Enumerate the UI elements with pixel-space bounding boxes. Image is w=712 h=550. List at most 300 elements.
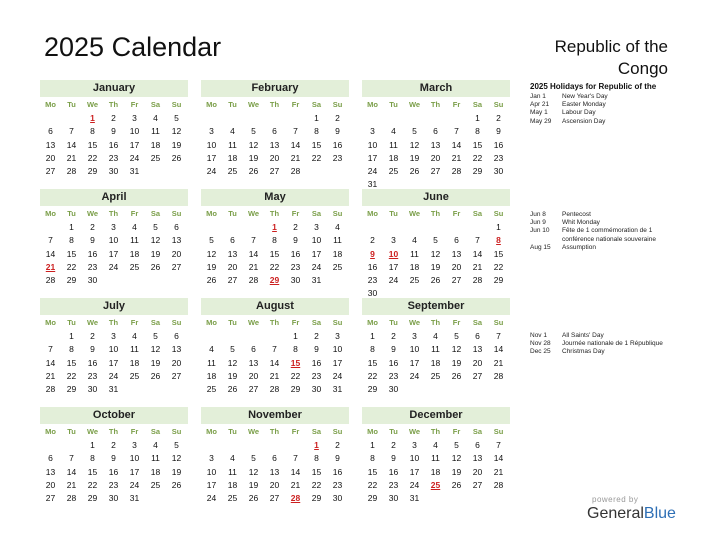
calendar-day[interactable]: 6 xyxy=(174,222,179,232)
calendar-day[interactable]: 29 xyxy=(66,275,77,286)
calendar-day[interactable]: 19 xyxy=(409,152,420,163)
calendar-day[interactable]: 24 xyxy=(129,479,140,490)
calendar-day[interactable]: 4 xyxy=(230,453,235,464)
calendar-day[interactable]: 13 xyxy=(227,248,238,259)
calendar-day[interactable]: 2 xyxy=(391,331,396,341)
calendar-day[interactable]: 29 xyxy=(493,275,504,286)
calendar-day[interactable]: 4 xyxy=(391,126,396,137)
calendar-day[interactable]: 16 xyxy=(290,248,301,259)
calendar-day[interactable]: 30 xyxy=(388,493,399,504)
calendar-day[interactable]: 17 xyxy=(108,357,119,368)
calendar-day[interactable]: 26 xyxy=(248,166,259,177)
calendar-day[interactable]: 22 xyxy=(472,152,483,163)
calendar-day[interactable]: 8 xyxy=(370,453,375,464)
calendar-day[interactable]: 26 xyxy=(451,370,462,381)
calendar-day[interactable]: 8 xyxy=(90,453,95,464)
calendar-day[interactable]: 17 xyxy=(388,261,399,272)
calendar-day[interactable]: 18 xyxy=(206,370,217,381)
calendar-day[interactable]: 10 xyxy=(409,344,420,355)
calendar-day[interactable]: 20 xyxy=(430,152,441,163)
calendar-day[interactable]: 23 xyxy=(332,479,343,490)
calendar-day[interactable]: 17 xyxy=(409,466,420,477)
calendar-day[interactable]: 22 xyxy=(311,479,322,490)
calendar-day[interactable]: 16 xyxy=(332,466,343,477)
calendar-day[interactable]: 24 xyxy=(108,370,119,381)
calendar-day[interactable]: 26 xyxy=(227,384,238,395)
calendar-day[interactable]: 28 xyxy=(45,384,56,395)
calendar-day[interactable]: 30 xyxy=(108,493,119,504)
calendar-day[interactable]: 27 xyxy=(248,384,259,395)
calendar-day[interactable]: 13 xyxy=(269,466,280,477)
calendar-day[interactable]: 28 xyxy=(472,275,483,286)
calendar-day[interactable]: 13 xyxy=(451,248,462,259)
calendar-day[interactable]: 10 xyxy=(206,466,217,477)
calendar-day[interactable]: 9 xyxy=(90,235,95,246)
calendar-day[interactable]: 20 xyxy=(269,152,280,163)
calendar-day[interactable]: 7 xyxy=(48,344,53,355)
calendar-day[interactable]: 19 xyxy=(451,466,462,477)
calendar-day[interactable]: 22 xyxy=(269,261,280,272)
calendar-day[interactable]: 26 xyxy=(451,479,462,490)
calendar-day[interactable]: 23 xyxy=(388,479,399,490)
calendar-day[interactable]: 11 xyxy=(389,139,398,150)
calendar-day[interactable]: 27 xyxy=(171,261,182,272)
calendar-day[interactable]: 15 xyxy=(311,139,322,150)
calendar-day[interactable]: 20 xyxy=(227,261,238,272)
calendar-day[interactable]: 12 xyxy=(248,466,259,477)
calendar-day[interactable]: 27 xyxy=(45,493,56,504)
calendar-day[interactable]: 31 xyxy=(129,493,140,504)
calendar-day[interactable]: 12 xyxy=(227,357,238,368)
calendar-day[interactable]: 10 xyxy=(332,344,343,355)
calendar-day[interactable]: 26 xyxy=(150,261,161,272)
calendar-day[interactable]: 5 xyxy=(412,126,417,137)
calendar-day[interactable]: 5 xyxy=(230,344,235,355)
calendar-day[interactable]: 9 xyxy=(314,344,319,355)
calendar-day[interactable]: 30 xyxy=(108,166,119,177)
calendar-day[interactable]: 29 xyxy=(87,166,98,177)
calendar-day[interactable]: 20 xyxy=(472,466,483,477)
calendar-day[interactable]: 18 xyxy=(430,357,441,368)
calendar-day[interactable]: 17 xyxy=(409,357,420,368)
calendar-day[interactable]: 24 xyxy=(206,166,217,177)
calendar-day[interactable]: 24 xyxy=(409,370,420,381)
calendar-day[interactable]: 20 xyxy=(45,479,56,490)
calendar-day[interactable]: 16 xyxy=(108,139,119,150)
calendar-day[interactable]: 29 xyxy=(66,384,77,395)
calendar-day[interactable]: 27 xyxy=(269,493,280,504)
calendar-day[interactable]: 6 xyxy=(475,440,480,450)
calendar-day[interactable]: 15 xyxy=(367,466,378,477)
calendar-day[interactable]: 18 xyxy=(430,466,441,477)
calendar-day[interactable]: 22 xyxy=(367,370,378,381)
calendar-day[interactable]: 15 xyxy=(66,357,77,368)
calendar-day[interactable]: 6 xyxy=(272,453,277,464)
calendar-day[interactable]: 6 xyxy=(174,331,179,341)
calendar-day[interactable]: 7 xyxy=(496,331,501,341)
calendar-day[interactable]: 29 xyxy=(311,493,322,504)
calendar-day[interactable]: 1 xyxy=(370,440,375,450)
calendar-day[interactable]: 28 xyxy=(269,384,280,395)
calendar-day[interactable]: 18 xyxy=(227,152,238,163)
calendar-day[interactable]: 3 xyxy=(314,222,319,232)
calendar-day[interactable]: 8 xyxy=(475,126,480,137)
calendar-day[interactable]: 4 xyxy=(132,222,137,232)
calendar-day[interactable]: 17 xyxy=(108,248,119,259)
calendar-day[interactable]: 11 xyxy=(333,235,342,246)
calendar-day[interactable]: 30 xyxy=(493,166,504,177)
calendar-day[interactable]: 7 xyxy=(272,344,277,355)
calendar-day[interactable]: 7 xyxy=(454,126,459,137)
calendar-day[interactable]: 11 xyxy=(431,453,440,464)
calendar-day[interactable]: 12 xyxy=(150,344,161,355)
calendar-day[interactable]: 17 xyxy=(206,479,217,490)
calendar-day[interactable]: 2 xyxy=(391,440,396,450)
calendar-day[interactable]: 1 xyxy=(90,440,95,450)
calendar-day[interactable]: 24 xyxy=(108,261,119,272)
calendar-day[interactable]: 18 xyxy=(129,248,140,259)
calendar-day[interactable]: 2 xyxy=(314,331,319,341)
calendar-day[interactable]: 25 xyxy=(332,261,343,272)
calendar-day[interactable]: 31 xyxy=(311,275,322,286)
calendar-day[interactable]: 7 xyxy=(293,126,298,137)
calendar-day[interactable]: 19 xyxy=(150,357,161,368)
calendar-day[interactable]: 8 xyxy=(314,126,319,137)
calendar-day[interactable]: 19 xyxy=(171,139,182,150)
calendar-day[interactable]: 23 xyxy=(87,261,98,272)
holiday-date[interactable]: 15 xyxy=(290,357,301,368)
calendar-day[interactable]: 2 xyxy=(90,222,95,232)
calendar-day[interactable]: 10 xyxy=(206,139,217,150)
calendar-day[interactable]: 24 xyxy=(367,166,378,177)
calendar-day[interactable]: 27 xyxy=(45,166,56,177)
calendar-day[interactable]: 1 xyxy=(69,331,74,341)
calendar-day[interactable]: 9 xyxy=(335,453,340,464)
calendar-day[interactable]: 4 xyxy=(433,331,438,341)
calendar-day[interactable]: 3 xyxy=(412,440,417,450)
calendar-day[interactable]: 30 xyxy=(332,493,343,504)
calendar-day[interactable]: 14 xyxy=(451,139,462,150)
calendar-day[interactable]: 9 xyxy=(293,235,298,246)
calendar-day[interactable]: 6 xyxy=(48,453,53,464)
calendar-day[interactable]: 15 xyxy=(66,248,77,259)
calendar-day[interactable]: 5 xyxy=(174,113,179,123)
calendar-day[interactable]: 13 xyxy=(472,453,483,464)
calendar-day[interactable]: 25 xyxy=(150,152,161,163)
calendar-day[interactable]: 11 xyxy=(228,139,237,150)
calendar-day[interactable]: 21 xyxy=(493,357,504,368)
calendar-day[interactable]: 19 xyxy=(150,248,161,259)
calendar-day[interactable]: 23 xyxy=(87,370,98,381)
calendar-day[interactable]: 8 xyxy=(69,344,74,355)
calendar-day[interactable]: 21 xyxy=(493,466,504,477)
calendar-day[interactable]: 16 xyxy=(388,357,399,368)
calendar-day[interactable]: 3 xyxy=(370,126,375,137)
calendar-day[interactable]: 29 xyxy=(367,493,378,504)
calendar-day[interactable]: 14 xyxy=(45,248,56,259)
calendar-day[interactable]: 25 xyxy=(206,384,217,395)
calendar-day[interactable]: 3 xyxy=(132,113,137,123)
calendar-day[interactable]: 9 xyxy=(391,344,396,355)
calendar-day[interactable]: 17 xyxy=(311,248,322,259)
calendar-day[interactable]: 30 xyxy=(311,384,322,395)
calendar-day[interactable]: 6 xyxy=(454,235,459,246)
calendar-day[interactable]: 26 xyxy=(171,152,182,163)
calendar-day[interactable]: 25 xyxy=(388,166,399,177)
calendar-day[interactable]: 20 xyxy=(269,479,280,490)
calendar-day[interactable]: 2 xyxy=(335,440,340,450)
calendar-day[interactable]: 21 xyxy=(290,152,301,163)
calendar-day[interactable]: 6 xyxy=(251,344,256,355)
calendar-day[interactable]: 21 xyxy=(290,479,301,490)
calendar-day[interactable]: 4 xyxy=(335,222,340,232)
calendar-day[interactable]: 3 xyxy=(391,235,396,246)
calendar-day[interactable]: 7 xyxy=(251,235,256,246)
holiday-date[interactable]: 25 xyxy=(430,479,441,490)
calendar-day[interactable]: 25 xyxy=(430,370,441,381)
calendar-day[interactable]: 13 xyxy=(45,466,56,477)
calendar-day[interactable]: 11 xyxy=(431,344,440,355)
calendar-day[interactable]: 8 xyxy=(272,235,277,246)
calendar-day[interactable]: 24 xyxy=(129,152,140,163)
calendar-day[interactable]: 21 xyxy=(472,261,483,272)
calendar-day[interactable]: 23 xyxy=(108,479,119,490)
calendar-day[interactable]: 28 xyxy=(248,275,259,286)
calendar-day[interactable]: 4 xyxy=(153,440,158,450)
holiday-date[interactable]: 9 xyxy=(370,248,375,259)
calendar-day[interactable]: 31 xyxy=(367,179,378,190)
calendar-day[interactable]: 7 xyxy=(69,453,74,464)
calendar-day[interactable]: 11 xyxy=(151,126,160,137)
calendar-day[interactable]: 11 xyxy=(410,248,419,259)
calendar-day[interactable]: 28 xyxy=(493,370,504,381)
calendar-day[interactable]: 28 xyxy=(45,275,56,286)
calendar-day[interactable]: 13 xyxy=(171,235,182,246)
calendar-day[interactable]: 27 xyxy=(430,166,441,177)
calendar-day[interactable]: 5 xyxy=(454,440,459,450)
calendar-day[interactable]: 13 xyxy=(430,139,441,150)
calendar-day[interactable]: 19 xyxy=(206,261,217,272)
calendar-day[interactable]: 9 xyxy=(391,453,396,464)
calendar-day[interactable]: 3 xyxy=(335,331,340,341)
calendar-day[interactable]: 22 xyxy=(66,261,77,272)
calendar-day[interactable]: 20 xyxy=(451,261,462,272)
calendar-day[interactable]: 16 xyxy=(367,261,378,272)
calendar-day[interactable]: 13 xyxy=(472,344,483,355)
calendar-day[interactable]: 24 xyxy=(388,275,399,286)
calendar-day[interactable]: 24 xyxy=(206,493,217,504)
calendar-day[interactable]: 15 xyxy=(493,248,504,259)
calendar-day[interactable]: 1 xyxy=(496,222,501,232)
calendar-day[interactable]: 23 xyxy=(290,261,301,272)
calendar-day[interactable]: 11 xyxy=(130,235,139,246)
calendar-day[interactable]: 11 xyxy=(228,466,237,477)
calendar-day[interactable]: 22 xyxy=(311,152,322,163)
calendar-day[interactable]: 3 xyxy=(412,331,417,341)
calendar-day[interactable]: 2 xyxy=(111,113,116,123)
calendar-day[interactable]: 11 xyxy=(151,453,160,464)
calendar-day[interactable]: 1 xyxy=(370,331,375,341)
calendar-day[interactable]: 24 xyxy=(332,370,343,381)
calendar-day[interactable]: 4 xyxy=(153,113,158,123)
holiday-date[interactable]: 21 xyxy=(45,261,56,272)
calendar-day[interactable]: 8 xyxy=(69,235,74,246)
calendar-day[interactable]: 25 xyxy=(129,370,140,381)
calendar-day[interactable]: 15 xyxy=(472,139,483,150)
calendar-day[interactable]: 8 xyxy=(90,126,95,137)
holiday-date[interactable]: 1 xyxy=(314,440,319,450)
calendar-day[interactable]: 14 xyxy=(66,139,77,150)
calendar-day[interactable]: 14 xyxy=(66,466,77,477)
calendar-day[interactable]: 6 xyxy=(230,235,235,246)
calendar-day[interactable]: 5 xyxy=(174,440,179,450)
calendar-day[interactable]: 22 xyxy=(290,370,301,381)
calendar-day[interactable]: 13 xyxy=(248,357,259,368)
calendar-day[interactable]: 18 xyxy=(388,152,399,163)
calendar-day[interactable]: 5 xyxy=(153,331,158,341)
calendar-day[interactable]: 30 xyxy=(87,384,98,395)
brand-logo[interactable] xyxy=(587,505,676,523)
calendar-day[interactable]: 7 xyxy=(475,235,480,246)
calendar-day[interactable]: 15 xyxy=(311,466,322,477)
calendar-day[interactable]: 12 xyxy=(451,453,462,464)
calendar-day[interactable]: 12 xyxy=(206,248,217,259)
calendar-day[interactable]: 19 xyxy=(171,466,182,477)
calendar-day[interactable]: 22 xyxy=(493,261,504,272)
calendar-day[interactable]: 16 xyxy=(311,357,322,368)
calendar-day[interactable]: 26 xyxy=(206,275,217,286)
calendar-day[interactable]: 15 xyxy=(87,466,98,477)
calendar-day[interactable]: 5 xyxy=(209,235,214,246)
calendar-day[interactable]: 18 xyxy=(227,479,238,490)
calendar-day[interactable]: 3 xyxy=(209,126,214,137)
calendar-day[interactable]: 25 xyxy=(150,479,161,490)
calendar-day[interactable]: 27 xyxy=(171,370,182,381)
calendar-day[interactable]: 10 xyxy=(409,453,420,464)
calendar-day[interactable]: 9 xyxy=(111,453,116,464)
calendar-day[interactable]: 20 xyxy=(171,248,182,259)
calendar-day[interactable]: 19 xyxy=(430,261,441,272)
calendar-day[interactable]: 21 xyxy=(66,152,77,163)
calendar-day[interactable]: 16 xyxy=(108,466,119,477)
calendar-day[interactable]: 24 xyxy=(409,479,420,490)
calendar-day[interactable]: 22 xyxy=(367,479,378,490)
calendar-day[interactable]: 2 xyxy=(335,113,340,123)
calendar-day[interactable]: 23 xyxy=(388,370,399,381)
calendar-day[interactable]: 2 xyxy=(90,331,95,341)
calendar-day[interactable]: 10 xyxy=(108,235,119,246)
calendar-day[interactable]: 10 xyxy=(108,344,119,355)
calendar-day[interactable]: 7 xyxy=(293,453,298,464)
calendar-day[interactable]: 30 xyxy=(290,275,301,286)
calendar-day[interactable]: 7 xyxy=(48,235,53,246)
calendar-day[interactable]: 25 xyxy=(129,261,140,272)
calendar-day[interactable]: 23 xyxy=(108,152,119,163)
calendar-day[interactable]: 27 xyxy=(472,479,483,490)
calendar-day[interactable]: 5 xyxy=(251,126,256,137)
calendar-day[interactable]: 14 xyxy=(493,344,504,355)
calendar-day[interactable]: 19 xyxy=(451,357,462,368)
calendar-day[interactable]: 2 xyxy=(293,222,298,232)
calendar-day[interactable]: 22 xyxy=(87,479,98,490)
calendar-day[interactable]: 13 xyxy=(171,344,182,355)
calendar-day[interactable]: 26 xyxy=(150,370,161,381)
calendar-day[interactable]: 17 xyxy=(332,357,343,368)
calendar-day[interactable]: 26 xyxy=(409,166,420,177)
calendar-day[interactable]: 26 xyxy=(248,493,259,504)
calendar-day[interactable]: 3 xyxy=(209,453,214,464)
calendar-day[interactable]: 26 xyxy=(171,479,182,490)
calendar-day[interactable]: 10 xyxy=(129,126,140,137)
calendar-day[interactable]: 18 xyxy=(150,466,161,477)
calendar-day[interactable]: 17 xyxy=(129,466,140,477)
calendar-day[interactable]: 6 xyxy=(475,331,480,341)
calendar-day[interactable]: 1 xyxy=(69,222,74,232)
holiday-date[interactable]: 8 xyxy=(496,235,501,246)
calendar-day[interactable]: 16 xyxy=(87,357,98,368)
calendar-day[interactable]: 5 xyxy=(153,222,158,232)
calendar-day[interactable]: 30 xyxy=(388,384,399,395)
calendar-day[interactable]: 12 xyxy=(171,453,182,464)
calendar-day[interactable]: 29 xyxy=(290,384,301,395)
calendar-day[interactable]: 13 xyxy=(45,139,56,150)
calendar-day[interactable]: 1 xyxy=(293,331,298,341)
calendar-day[interactable]: 2 xyxy=(111,440,116,450)
calendar-day[interactable]: 14 xyxy=(45,357,56,368)
holiday-date[interactable]: 28 xyxy=(290,493,301,504)
calendar-day[interactable]: 10 xyxy=(129,453,140,464)
calendar-day[interactable]: 22 xyxy=(87,152,98,163)
calendar-day[interactable]: 14 xyxy=(290,466,301,477)
calendar-day[interactable]: 28 xyxy=(493,479,504,490)
calendar-day[interactable]: 19 xyxy=(227,370,238,381)
calendar-day[interactable]: 14 xyxy=(290,139,301,150)
calendar-day[interactable]: 28 xyxy=(290,166,301,177)
calendar-day[interactable]: 2 xyxy=(496,113,501,123)
calendar-day[interactable]: 15 xyxy=(87,139,98,150)
calendar-day[interactable]: 16 xyxy=(332,139,343,150)
calendar-day[interactable]: 23 xyxy=(311,370,322,381)
holiday-date[interactable]: 1 xyxy=(90,113,95,123)
calendar-day[interactable]: 30 xyxy=(367,288,378,299)
calendar-day[interactable]: 18 xyxy=(409,261,420,272)
calendar-day[interactable]: 31 xyxy=(108,384,119,395)
calendar-day[interactable]: 6 xyxy=(272,126,277,137)
calendar-day[interactable]: 19 xyxy=(248,152,259,163)
holiday-date[interactable]: 29 xyxy=(269,275,280,286)
calendar-day[interactable]: 8 xyxy=(314,453,319,464)
calendar-day[interactable]: 1 xyxy=(475,113,480,123)
calendar-day[interactable]: 29 xyxy=(472,166,483,177)
calendar-day[interactable]: 25 xyxy=(227,166,238,177)
calendar-day[interactable]: 12 xyxy=(409,139,420,150)
calendar-day[interactable]: 16 xyxy=(388,466,399,477)
calendar-day[interactable]: 19 xyxy=(248,479,259,490)
calendar-day[interactable]: 14 xyxy=(493,453,504,464)
calendar-day[interactable]: 12 xyxy=(150,235,161,246)
calendar-day[interactable]: 4 xyxy=(132,331,137,341)
holiday-date[interactable]: 10 xyxy=(388,248,399,259)
calendar-day[interactable]: 29 xyxy=(367,384,378,395)
calendar-day[interactable]: 25 xyxy=(227,493,238,504)
calendar-day[interactable]: 28 xyxy=(66,166,77,177)
calendar-day[interactable]: 3 xyxy=(132,440,137,450)
calendar-day[interactable]: 14 xyxy=(248,248,259,259)
calendar-day[interactable]: 28 xyxy=(451,166,462,177)
calendar-day[interactable]: 27 xyxy=(269,166,280,177)
calendar-day[interactable]: 15 xyxy=(269,248,280,259)
calendar-day[interactable]: 2 xyxy=(370,235,375,246)
